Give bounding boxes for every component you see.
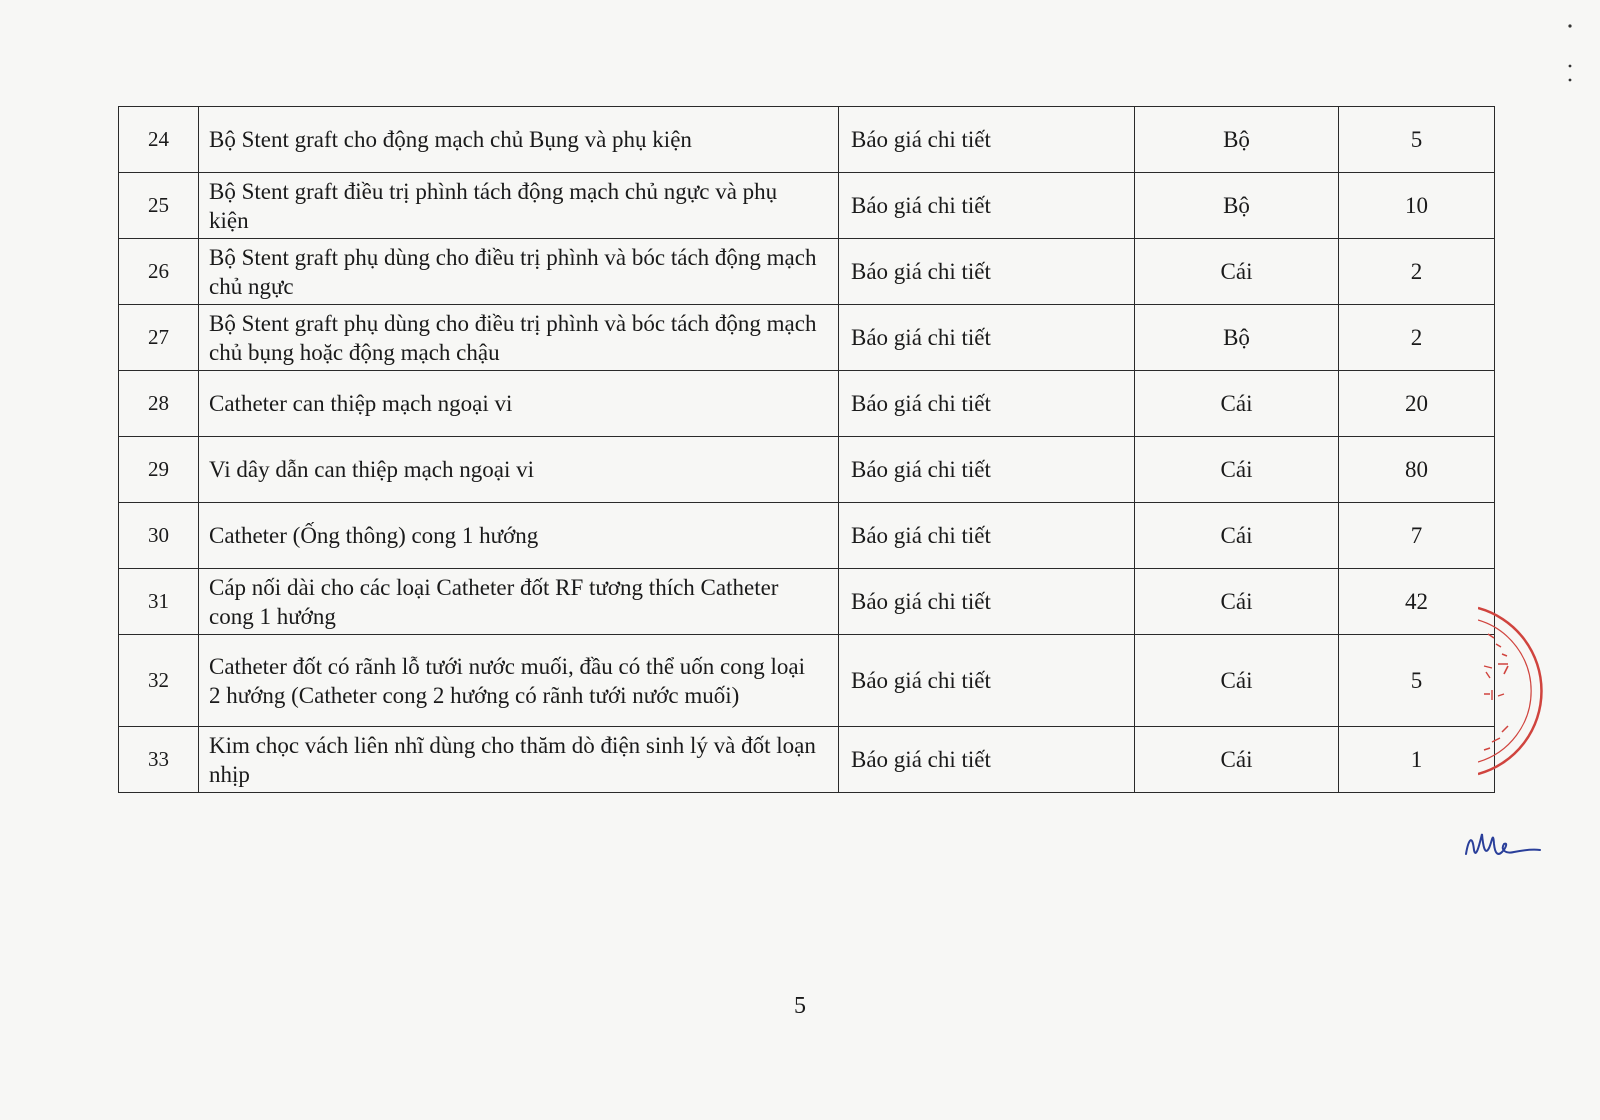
row-number: 32: [119, 635, 199, 727]
item-unit: Cái: [1135, 503, 1339, 569]
handwritten-signature: [1462, 824, 1542, 868]
row-number: 31: [119, 569, 199, 635]
row-number: 24: [119, 107, 199, 173]
item-name: Catheter (Ống thông) cong 1 hướng: [199, 503, 839, 569]
scan-edge-marks: [1560, 20, 1580, 90]
item-name: Catheter đốt có rãnh lỗ tưới nước muối, đầu có thể uốn cong loại 2 hướng (Catheter cong 2 hướng có rãnh tưới nước muối): [199, 635, 839, 727]
item-unit: Bộ: [1135, 107, 1339, 173]
table-row: [119, 635, 1495, 727]
item-name: Kim chọc vách liên nhĩ dùng cho thăm dò điện sinh lý và đốt loạn nhịp: [199, 727, 839, 793]
item-spec: Báo giá chi tiết: [839, 503, 1135, 569]
item-name: Bộ Stent graft phụ dùng cho điều trị phình và bóc tách động mạch chủ bụng hoặc động mạch chậu: [199, 305, 839, 371]
item-quantity: 5: [1339, 635, 1495, 727]
item-unit: Cái: [1135, 371, 1339, 437]
item-quantity: 80: [1339, 437, 1495, 503]
page-number: 5: [794, 993, 806, 1019]
item-quantity: 1: [1339, 727, 1495, 793]
table-row: [119, 173, 1495, 239]
items-table: [118, 106, 1495, 793]
item-name: Bộ Stent graft phụ dùng cho điều trị phình và bóc tách động mạch chủ ngực: [199, 239, 839, 305]
item-spec: Báo giá chi tiết: [839, 569, 1135, 635]
item-unit: Cái: [1135, 635, 1339, 727]
row-number: 29: [119, 437, 199, 503]
table-row: [119, 503, 1495, 569]
item-name: Bộ Stent graft cho động mạch chủ Bụng và phụ kiện: [199, 107, 839, 173]
row-number: 26: [119, 239, 199, 305]
table-row: [119, 569, 1495, 635]
row-number: 33: [119, 727, 199, 793]
item-name: Vi dây dẫn can thiệp mạch ngoại vi: [199, 437, 839, 503]
item-quantity: 42: [1339, 569, 1495, 635]
item-quantity: 2: [1339, 239, 1495, 305]
item-spec: Báo giá chi tiết: [839, 635, 1135, 727]
item-unit: Cái: [1135, 239, 1339, 305]
item-quantity: 20: [1339, 371, 1495, 437]
item-spec: Báo giá chi tiết: [839, 437, 1135, 503]
item-unit: Bộ: [1135, 173, 1339, 239]
item-unit: Cái: [1135, 727, 1339, 793]
item-unit: Bộ: [1135, 305, 1339, 371]
item-name: Bộ Stent graft điều trị phình tách động mạch chủ ngực và phụ kiện: [199, 173, 839, 239]
item-quantity: 7: [1339, 503, 1495, 569]
red-seal-stamp: [1478, 606, 1558, 776]
item-spec: Báo giá chi tiết: [839, 371, 1135, 437]
item-spec: Báo giá chi tiết: [839, 239, 1135, 305]
table-row: [119, 371, 1495, 437]
row-number: 30: [119, 503, 199, 569]
table-row: [119, 239, 1495, 305]
item-spec: Báo giá chi tiết: [839, 727, 1135, 793]
item-quantity: 2: [1339, 305, 1495, 371]
table-row: [119, 727, 1495, 793]
item-unit: Cái: [1135, 437, 1339, 503]
table-row: [119, 437, 1495, 503]
row-number: 27: [119, 305, 199, 371]
item-name: Cáp nối dài cho các loại Catheter đốt RF tương thích Catheter cong 1 hướng: [199, 569, 839, 635]
item-spec: Báo giá chi tiết: [839, 107, 1135, 173]
item-quantity: 5: [1339, 107, 1495, 173]
item-spec: Báo giá chi tiết: [839, 305, 1135, 371]
item-unit: Cái: [1135, 569, 1339, 635]
item-name: Catheter can thiệp mạch ngoại vi: [199, 371, 839, 437]
item-quantity: 10: [1339, 173, 1495, 239]
table-row: [119, 305, 1495, 371]
table-row: [119, 107, 1495, 173]
item-spec: Báo giá chi tiết: [839, 173, 1135, 239]
row-number: 28: [119, 371, 199, 437]
row-number: 25: [119, 173, 199, 239]
